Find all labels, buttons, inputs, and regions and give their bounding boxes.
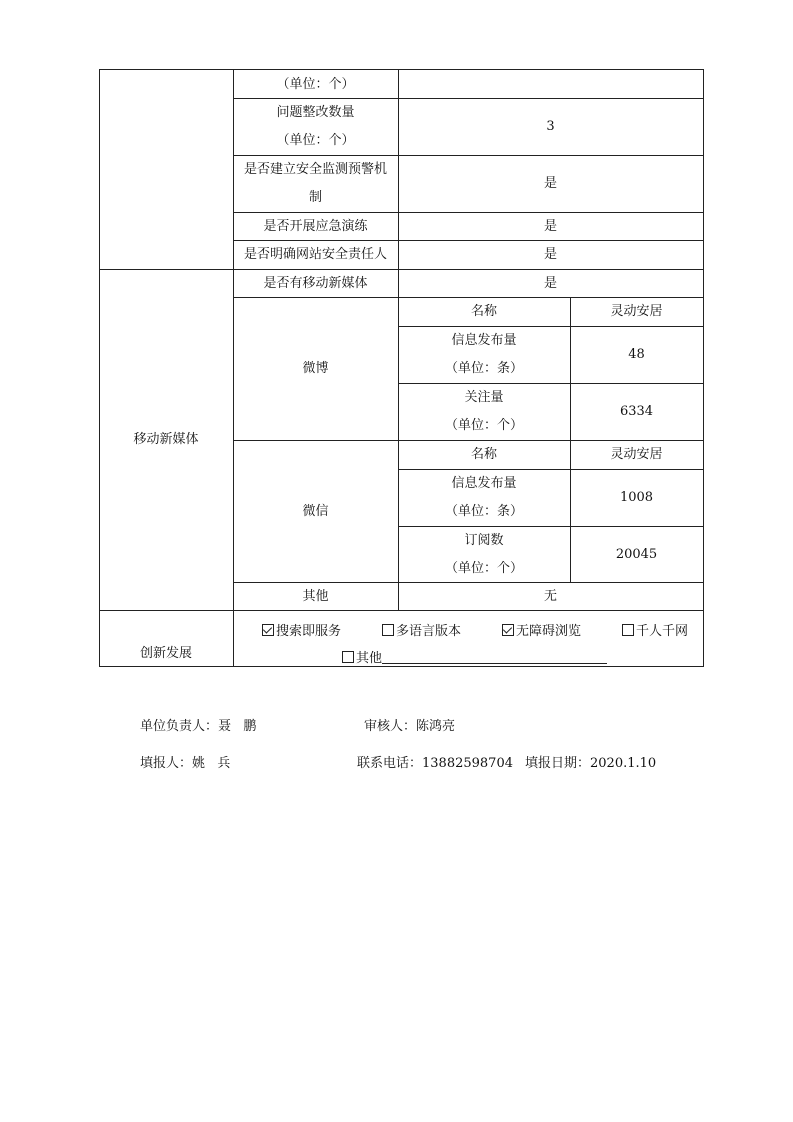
wechat-name-header: 名称 — [470, 447, 497, 462]
unchecked-box-icon[interactable] — [382, 624, 394, 636]
weibo-name-value: 灵动安居 — [610, 304, 663, 319]
other-media-value: 无 — [543, 589, 557, 604]
wechat-subs-label: 订阅数 — [464, 532, 504, 548]
unchecked-box-icon[interactable] — [622, 624, 634, 636]
weibo-follow-label: 关注量 — [464, 390, 504, 405]
responsible-label: 是否明确网站安全责任人 — [243, 247, 387, 262]
option-label: 其他 — [356, 651, 383, 666]
option-multilanguage[interactable] — [382, 620, 461, 639]
option-label: 搜索即服务 — [276, 624, 342, 639]
checked-box-icon[interactable] — [262, 624, 274, 636]
weibo-name-header: 名称 — [470, 304, 497, 319]
option-accessibility[interactable] — [502, 620, 581, 639]
has-mobile-label: 是否有移动新媒体 — [263, 276, 368, 291]
responsible-value: 是 — [543, 247, 557, 262]
drill-label: 是否开展应急演练 — [263, 219, 368, 234]
other-media-label: 其他 — [302, 589, 329, 604]
wechat-posts-label-cell — [398, 470, 570, 526]
weibo-posts-label-cell — [398, 327, 570, 383]
weibo-follow-unit: （单位：个） — [444, 418, 523, 433]
monitor-label-line1: 是否建立安全监测预警机 — [243, 162, 387, 177]
contact-phone: 联系电话：13882598704 — [357, 756, 513, 771]
option-label: 千人千网 — [636, 624, 689, 639]
rectify-label-cell — [233, 99, 398, 155]
option-other[interactable] — [342, 647, 607, 666]
rectify-label: 问题整改数量 — [276, 105, 355, 120]
unchecked-box-icon[interactable] — [342, 651, 354, 663]
checked-box-icon[interactable] — [502, 624, 514, 636]
rectify-value: 3 — [546, 119, 555, 134]
unit-head: 单位负责人：聂 鹏 — [140, 719, 257, 734]
weibo-follow-value: 6334 — [619, 404, 654, 419]
wechat-label: 微信 — [302, 503, 329, 519]
weibo-posts-value: 48 — [628, 347, 645, 362]
wechat-subs-unit: （单位：个） — [444, 560, 523, 576]
wechat-posts-label: 信息发布量 — [451, 476, 517, 491]
option-personalized[interactable] — [622, 620, 688, 639]
rectify-unit: （单位：个） — [276, 133, 355, 148]
option-label: 多语言版本 — [396, 624, 462, 639]
wechat-posts-value: 1008 — [619, 490, 654, 505]
wechat-subs-label-cell — [398, 527, 570, 582]
mobile-media-section-label: 移动新媒体 — [133, 432, 199, 447]
wechat-name-value: 灵动安居 — [610, 447, 663, 462]
option-label: 无障碍浏览 — [516, 624, 582, 639]
innovation-section-label: 创新发展 — [139, 646, 192, 661]
drill-value: 是 — [543, 219, 557, 234]
option-search-service[interactable] — [262, 620, 341, 639]
other-fill-line[interactable] — [382, 651, 607, 664]
monitor-label-line2: 制 — [308, 190, 322, 205]
monitor-value: 是 — [543, 176, 557, 191]
weibo-label: 微博 — [302, 361, 329, 376]
wechat-posts-unit: （单位：条） — [444, 504, 523, 519]
fill-date: 填报日期：2020.1.10 — [525, 756, 657, 771]
filler: 填报人：姚 兵 — [140, 756, 231, 771]
reviewer: 审核人：陈鸿亮 — [364, 719, 456, 734]
wechat-subs-value: 20045 — [615, 546, 658, 562]
weibo-posts-unit: （单位：条） — [444, 361, 523, 376]
has-mobile-value: 是 — [543, 276, 557, 291]
weibo-posts-label: 信息发布量 — [451, 333, 517, 348]
unit-label-cell: （单位：个） — [276, 77, 355, 92]
monitor-label-cell — [233, 156, 398, 212]
weibo-follow-label-cell — [398, 384, 570, 440]
